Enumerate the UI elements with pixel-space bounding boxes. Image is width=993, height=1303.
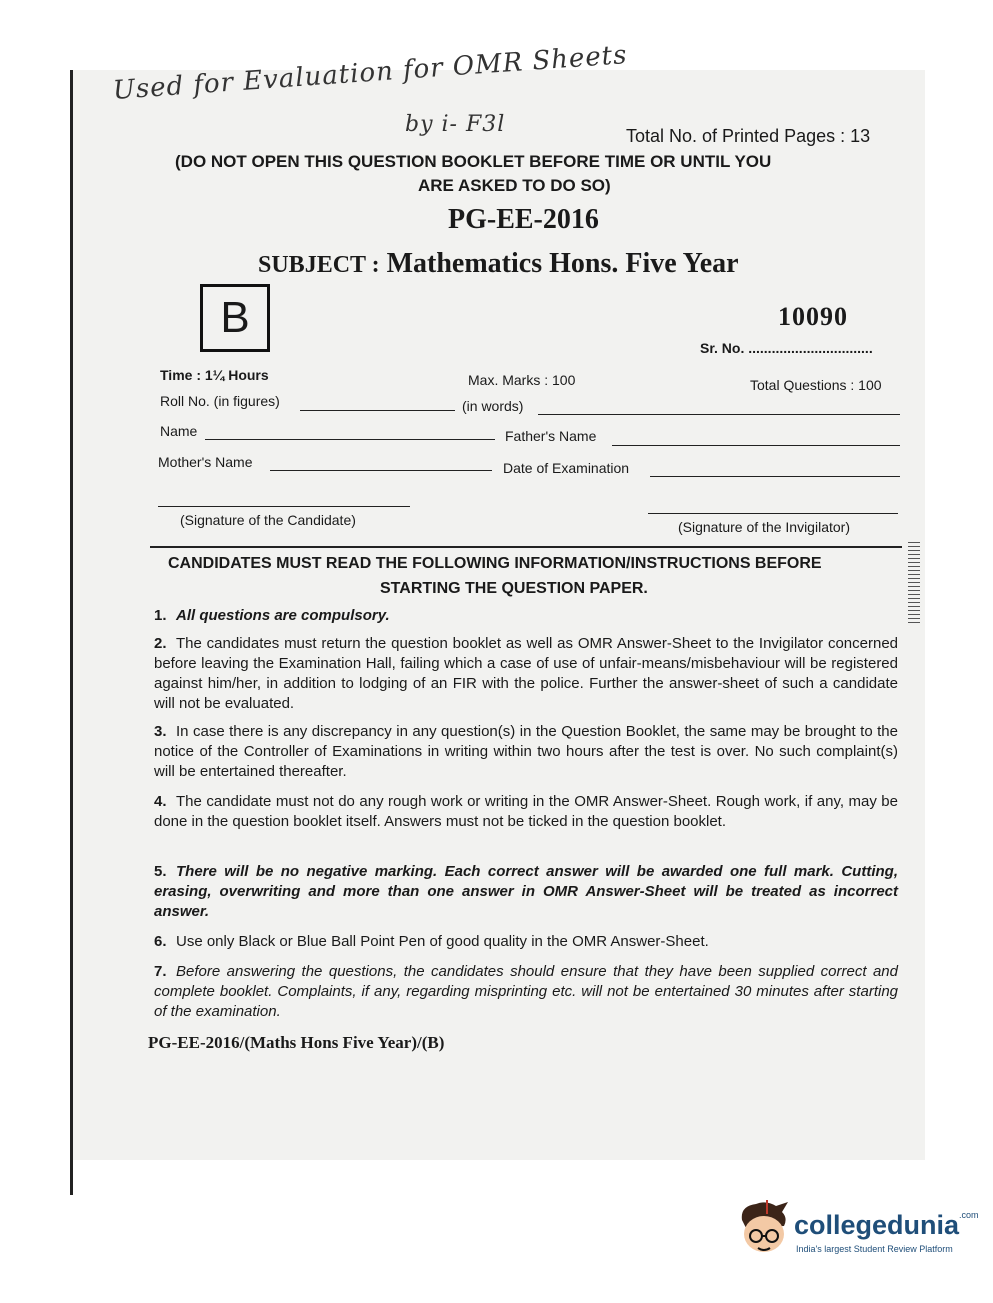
sr-no-label: Sr. No. ................................ [700, 340, 873, 356]
instruction-number: 1. [154, 607, 167, 624]
invigilator-signature-line[interactable] [648, 513, 898, 514]
date-exam-field[interactable] [650, 476, 900, 477]
instruction-item-4 [154, 792, 898, 832]
instructions-heading-2: STARTING THE QUESTION PAPER. [380, 580, 648, 597]
instruction-item-3 [154, 722, 898, 782]
name-field[interactable] [205, 439, 495, 440]
name-label: Name [160, 423, 198, 439]
time-allowed: Time : 1¼ Hours [160, 367, 269, 383]
section-divider [150, 546, 902, 548]
instruction-item-7 [154, 962, 898, 1022]
fathers-name-field[interactable] [612, 445, 900, 446]
handwritten-note-line1: Used for Evaluation for OMR Sheets [112, 40, 629, 106]
candidate-signature-line[interactable] [158, 506, 410, 507]
instruction-item-5 [154, 862, 898, 922]
instruction-number: 5. [154, 863, 167, 880]
instruction-text: There will be no negative marking. Each correct answer will be awarded one full mark. Cutting, erasing, overwriting and more than one answer in OMR Answer-Sheet will be treated as incorrect answer. [154, 863, 898, 920]
instruction-text: The candidates must return the question booklet as well as OMR Answer-Sheet to the Invigilator concerned before leaving the Examination Hall, failing which a case of use of unfair-means/misbehaviour will be registered against him/her, in addition to lodging of an FIR with the police. Further the answer-sheet of such a candidate will not be evaluated. [154, 635, 898, 712]
roll-words-label: (in words) [462, 398, 524, 414]
logo-wordmark [794, 1210, 979, 1241]
subject-label: SUBJECT : [258, 252, 380, 278]
instruction-number: 6. [154, 933, 167, 950]
instructions-heading-1: CANDIDATES MUST READ THE FOLLOWING INFORMATION/INSTRUCTIONS BEFORE [168, 555, 822, 572]
mothers-name-label: Mother's Name [158, 454, 253, 470]
instruction-item-6 [154, 932, 898, 952]
roll-figures-field[interactable] [300, 410, 455, 411]
printed-pages: Total No. of Printed Pages : 13 [626, 126, 871, 146]
collegedunia-logo[interactable] [736, 1196, 979, 1266]
instruction-number: 7. [154, 963, 167, 980]
instruction-number: 3. [154, 723, 167, 740]
logo-suffix: .com [959, 1210, 979, 1220]
instruction-item-1 [154, 606, 898, 626]
max-marks: Max. Marks : 100 [468, 372, 576, 388]
warning-line-2: ARE ASKED TO DO SO) [418, 176, 611, 195]
instruction-text: All questions are compulsory. [176, 607, 390, 624]
date-exam-label: Date of Examination [503, 460, 630, 476]
serial-number: 10090 [778, 302, 848, 331]
instruction-text: In case there is any discrepancy in any question(s) in the Question Booklet, the same may be brought to the notice of the Controller of Examinations in writing within two hours after the test is over. No such complaint(s) will be entertained thereafter. [154, 723, 898, 780]
instruction-text: The candidate must not do any rough work or writing in the OMR Answer-Sheet. Rough work, if any, may be done in the question booklet itself. Answers must not be ticked in the question booklet. [154, 793, 898, 830]
total-questions: Total Questions : 100 [750, 377, 882, 393]
subject-value: Mathematics Hons. Five Year [386, 248, 739, 279]
roll-figures-label: Roll No. (in figures) [160, 393, 280, 409]
candidate-signature-label: (Signature of the Candidate) [180, 512, 356, 528]
logo-tagline: India's largest Student Review Platform [796, 1244, 953, 1254]
footer-code: PG-EE-2016/(Maths Hons Five Year)/(B) [148, 1033, 445, 1052]
exam-code: PG-EE-2016 [448, 204, 599, 235]
instruction-number: 2. [154, 635, 167, 652]
mascot-icon [736, 1198, 794, 1260]
instruction-item-2 [154, 634, 898, 714]
scan-edge [70, 1155, 73, 1195]
invigilator-signature-label: (Signature of the Invigilator) [678, 519, 850, 535]
instruction-text: Use only Black or Blue Ball Point Pen of good quality in the OMR Answer-Sheet. [176, 933, 709, 950]
mothers-name-field[interactable] [270, 470, 492, 471]
roll-words-field[interactable] [538, 414, 900, 415]
warning-line-1: (DO NOT OPEN THIS QUESTION BOOKLET BEFORE TIME OR UNTIL YOU [175, 152, 772, 171]
subject-line [258, 248, 739, 280]
fathers-name-label: Father's Name [505, 428, 597, 444]
instruction-text: Before answering the questions, the candidates should ensure that they have been supplied correct and complete booklet. Complaints, if any, regarding misprinting etc. will not be entertained 30 minutes after starting of the examination. [154, 963, 898, 1020]
scan-tick-marks [908, 542, 920, 624]
instruction-number: 4. [154, 793, 167, 810]
booklet-series-box: B [200, 284, 270, 352]
handwritten-note-line2: by i- F3l [405, 112, 506, 137]
logo-brand: collegedunia [794, 1210, 960, 1240]
